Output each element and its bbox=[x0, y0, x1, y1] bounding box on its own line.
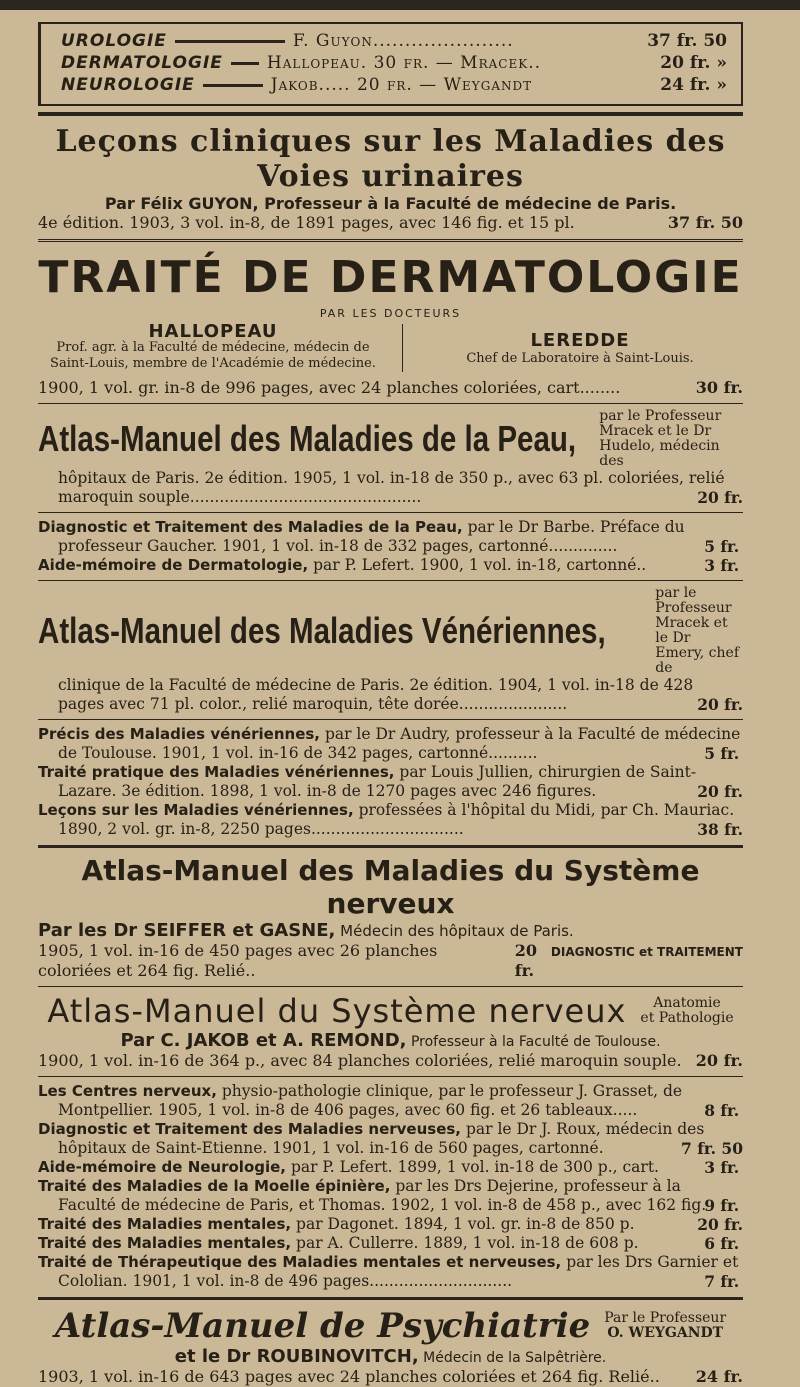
author-name: HALLOPEAU bbox=[148, 321, 278, 342]
lecons-price: 37 fr. 50 bbox=[667, 213, 743, 232]
aside-line: O. WEYGANDT bbox=[607, 1325, 724, 1341]
author-hallopeau bbox=[38, 321, 388, 372]
neuro-item bbox=[38, 1177, 743, 1215]
divider bbox=[38, 1297, 743, 1300]
atlas-sys-head bbox=[38, 992, 743, 1030]
series-row-dermatologie bbox=[61, 52, 727, 74]
atlas-ven-aside: par le Professeur Mracek et le Dr Emery, chef de bbox=[655, 585, 739, 676]
item-price: 3 fr. bbox=[704, 556, 740, 575]
item-title: Les Centres nerveux, bbox=[38, 1082, 217, 1100]
item-text: par P. Lefert. 1899, 1 vol. in-18 de 300 p., cart. bbox=[290, 1158, 659, 1176]
divider bbox=[38, 580, 743, 581]
divider bbox=[38, 719, 743, 720]
atlas-psy-title: Atlas-Manuel de Psychiatrie bbox=[54, 1306, 591, 1346]
atlas-nerv-title: Atlas-Manuel des Maladies du Système nerveux bbox=[81, 854, 700, 920]
item-text: par le Dr J. Roux, médecin des hôpitaux de Saint-Etienne. 1901, 1 vol. in-16 de 560 pages, cartonné. bbox=[58, 1120, 705, 1157]
atlas-nerv-details: 1905, 1 vol. in-16 de 450 pages avec 26 planches coloriées et 264 fig. Relié.. bbox=[38, 941, 438, 980]
item-title: Traité des Maladies mentales, bbox=[38, 1234, 292, 1252]
atlas-peau-price: 20 fr. bbox=[697, 488, 743, 507]
item-price: 38 fr. bbox=[697, 820, 743, 839]
item-text: par le Dr Audry, professeur à la Faculté de médecine de Toulouse. 1901, 1 vol. in-16 de 342 pages, cartonné.......... bbox=[58, 725, 741, 762]
traite-authors bbox=[38, 321, 743, 372]
item-text: par Louis Jullien, chirurgien de Saint-Lazare. 3e édition. 1898, 1 vol. in-8 de 1270 pages avec 246 figures. bbox=[58, 763, 697, 800]
series-name: DERMATOLOGIE bbox=[61, 53, 223, 73]
divider bbox=[38, 403, 743, 404]
neuro-item bbox=[38, 1253, 743, 1291]
series-text: F. Guyon...................... bbox=[292, 31, 514, 51]
atlas-ven-price: 20 fr. bbox=[697, 695, 743, 714]
item-price: 20 fr. bbox=[697, 1215, 743, 1234]
atlas-nerv-authors: Par les Dr SEIFFER et GASNE, bbox=[38, 920, 336, 941]
item-price: 7 fr. bbox=[704, 1272, 740, 1291]
atlas-psy-head bbox=[38, 1306, 743, 1346]
series-text: Jakob..... 20 fr. — Weygandt bbox=[270, 75, 533, 95]
item-title: Diagnostic et Traitement des Maladies de la Peau, bbox=[38, 518, 463, 536]
atlas-psy-aside bbox=[604, 1311, 726, 1341]
atlas-peau-body-line bbox=[38, 469, 743, 507]
series-line bbox=[203, 84, 263, 87]
derm-item bbox=[38, 518, 743, 556]
neuro-item bbox=[38, 1158, 743, 1177]
traite-title: TRAITÉ DE DERMATOLOGIE bbox=[38, 252, 743, 303]
traite-price: 30 fr. bbox=[695, 378, 743, 397]
ven-item bbox=[38, 725, 743, 763]
par-les-docteurs: PAR LES DOCTEURS bbox=[319, 307, 462, 320]
atlas-peau-aside: par le Professeur Mracek et le Dr Hudelo, médecin des bbox=[599, 408, 722, 469]
atlas-psy-price: 24 fr. bbox=[695, 1367, 743, 1386]
lecons-details: 4e édition. 1903, 3 vol. in-8, de 1891 pages, avec 146 fig. et 15 pl. bbox=[38, 213, 575, 232]
item-title: Diagnostic et Traitement des Maladies nerveuses, bbox=[38, 1120, 462, 1138]
author-name: LEREDDE bbox=[530, 330, 630, 351]
divider bbox=[38, 845, 743, 848]
atlas-sys-details: 1900, 1 vol. in-16 de 364 p., avec 84 planches coloriées, relié maroquin souple. bbox=[38, 1051, 682, 1070]
ven-item bbox=[38, 763, 743, 801]
top-edge bbox=[0, 0, 800, 10]
atlas-psy-details: 1903, 1 vol. in-16 de 643 pages avec 24 planches coloriées et 264 fig. Relié.. bbox=[38, 1367, 660, 1386]
item-title: Traité des Maladies de la Moelle épinière, bbox=[38, 1177, 391, 1195]
author-leredde bbox=[417, 324, 743, 372]
atlas-nerv-price: 20 fr. bbox=[514, 941, 537, 980]
item-title: Traité de Thérapeutique des Maladies mentales et nerveuses, bbox=[38, 1253, 562, 1271]
item-text: par le Dr Barbe. Préface du professeur Gaucher. 1901, 1 vol. in-18 de 332 pages, cartonné.............. bbox=[58, 518, 685, 555]
aside-line: Par le Professeur bbox=[604, 1310, 727, 1326]
item-title: Traité pratique des Maladies vénériennes, bbox=[38, 763, 395, 781]
item-text: par les Drs Garnier et Cololian. 1901, 1 vol. in-8 de 496 pages............................. bbox=[58, 1253, 739, 1290]
atlas-sys-authors: Par C. JAKOB et A. REMOND, bbox=[120, 1030, 407, 1051]
series-name: UROLOGIE bbox=[61, 31, 167, 51]
item-text: physio-pathologie clinique, par le professeur J. Grasset, de Montpellier. 1905, 1 vol. in-8 de 406 pages, avec 60 fig. et 26 tableaux..... bbox=[58, 1082, 683, 1119]
traite-details-line bbox=[38, 378, 743, 398]
atlas-psy-authors: et le Dr ROUBINOVITCH, bbox=[174, 1346, 419, 1367]
series-price: 24 fr. » bbox=[660, 75, 727, 95]
lecons-author: Par Félix GUYON, Professeur à la Faculté de médecine de Paris. bbox=[104, 194, 677, 213]
item-title: Aide-mémoire de Neurologie, bbox=[38, 1158, 286, 1176]
atlas-sys-aside bbox=[640, 996, 733, 1026]
item-price: 6 fr. bbox=[704, 1234, 740, 1253]
divider bbox=[38, 112, 743, 116]
divider bbox=[38, 986, 743, 987]
atlas-sys-details-line bbox=[38, 1051, 743, 1071]
atlas-sys-sub bbox=[38, 1030, 743, 1051]
lecons-title: Leçons cliniques sur les Maladies des Voies urinaires bbox=[55, 124, 726, 194]
item-text: professées à l'hôpital du Midi, par Ch. Mauriac. 1890, 2 vol. gr. in-8, 2250 pages............................... bbox=[58, 801, 735, 838]
item-title: Précis des Maladies vénériennes, bbox=[38, 725, 320, 743]
atlas-peau-title: Atlas-Manuel des Maladies de la Peau, bbox=[38, 418, 577, 459]
divider bbox=[38, 239, 743, 244]
atlas-ven-title: Atlas-Manuel des Maladies Vénériennes, bbox=[38, 610, 606, 651]
neuro-item bbox=[38, 1234, 743, 1253]
atlas-ven-body: clinique de la Faculté de médecine de Paris. 2e édition. 1904, 1 vol. in-18 de 428 pages avec 71 pl. color., relié maroquin, tête dorée...................... bbox=[58, 676, 694, 713]
item-text: par les Drs Dejerine, professeur à la Faculté de médecine de Paris, et Thomas. 1902, 1 vol. in-8 de 458 p., avec 162 fig. bbox=[58, 1177, 707, 1214]
aside-line: Anatomie bbox=[653, 995, 721, 1011]
neuro-item bbox=[38, 1215, 743, 1234]
item-price: 8 fr. bbox=[704, 1101, 740, 1120]
item-price: 5 fr. bbox=[704, 537, 740, 556]
ven-item bbox=[38, 801, 743, 839]
item-price: 20 fr. bbox=[697, 782, 743, 801]
series-box bbox=[38, 22, 743, 106]
atlas-ven-body-line bbox=[38, 676, 743, 714]
series-name: NEUROLOGIE bbox=[61, 75, 195, 95]
neuro-item bbox=[38, 1082, 743, 1120]
item-text: par Dagonet. 1894, 1 vol. gr. in-8 de 850 p. bbox=[296, 1215, 635, 1233]
item-title: Traité des Maladies mentales, bbox=[38, 1215, 292, 1233]
aside-line: et Pathologie bbox=[640, 1010, 734, 1026]
item-title: Leçons sur les Maladies vénériennes, bbox=[38, 801, 354, 819]
series-line bbox=[175, 40, 285, 43]
atlas-psy-role: Médecin de la Salpêtrière. bbox=[423, 1350, 607, 1366]
atlas-nerv-sub bbox=[38, 920, 743, 959]
atlas-sys-price: 20 fr. bbox=[695, 1051, 743, 1070]
item-price: 9 fr. bbox=[704, 1196, 740, 1215]
item-text: par A. Cullerre. 1889, 1 vol. in-18 de 608 p. bbox=[296, 1234, 639, 1252]
atlas-nerv-details-line bbox=[38, 941, 551, 981]
atlas-nerv-tag: DIAGNOSTIC et TRAITEMENT bbox=[550, 945, 743, 959]
traite-details: 1900, 1 vol. gr. in-8 de 996 pages, avec 24 planches coloriées, cart........ bbox=[38, 378, 621, 397]
series-text: Hallopeau. 30 fr. — Mracek.. bbox=[266, 53, 542, 73]
author-desc: Prof. agr. à la Faculté de médecine, médecin de Saint-Louis, membre de l'Académie de médecine. bbox=[50, 340, 376, 371]
item-price: 3 fr. bbox=[704, 1158, 740, 1177]
atlas-sys-role: Professeur à la Faculté de Toulouse. bbox=[410, 1034, 661, 1050]
atlas-peau-head bbox=[38, 409, 743, 469]
atlas-psy-details-line bbox=[38, 1367, 743, 1387]
atlas-psy-sub bbox=[38, 1346, 743, 1367]
series-price: 20 fr. » bbox=[660, 53, 727, 73]
author-desc: Chef de Laboratoire à Saint-Louis. bbox=[466, 351, 694, 366]
series-line bbox=[231, 62, 259, 65]
item-text: par P. Lefert. 1900, 1 vol. in-18, cartonné.. bbox=[313, 556, 647, 574]
atlas-sys-title: Atlas-Manuel du Système nerveux bbox=[47, 992, 627, 1030]
catalog-page bbox=[38, 22, 743, 1387]
divider bbox=[38, 1076, 743, 1077]
series-row-neurologie bbox=[61, 74, 727, 96]
atlas-ven-head bbox=[38, 586, 743, 676]
atlas-peau-body: hôpitaux de Paris. 2e édition. 1905, 1 vol. in-18 de 350 p., avec 63 pl. coloriées, relié maroquin souple............................................... bbox=[58, 469, 725, 506]
divider bbox=[38, 512, 743, 513]
series-row-urologie bbox=[61, 30, 727, 52]
item-price: 7 fr. 50 bbox=[681, 1139, 743, 1158]
lecons-details-line bbox=[38, 213, 743, 233]
derm-item bbox=[38, 556, 743, 575]
item-title: Aide-mémoire de Dermatologie, bbox=[38, 556, 309, 574]
author-divider bbox=[402, 324, 403, 372]
neuro-item bbox=[38, 1120, 743, 1158]
item-price: 5 fr. bbox=[704, 744, 740, 763]
atlas-nerv-role: Médecin des hôpitaux de Paris. bbox=[340, 922, 574, 940]
series-price: 37 fr. 50 bbox=[647, 31, 727, 51]
